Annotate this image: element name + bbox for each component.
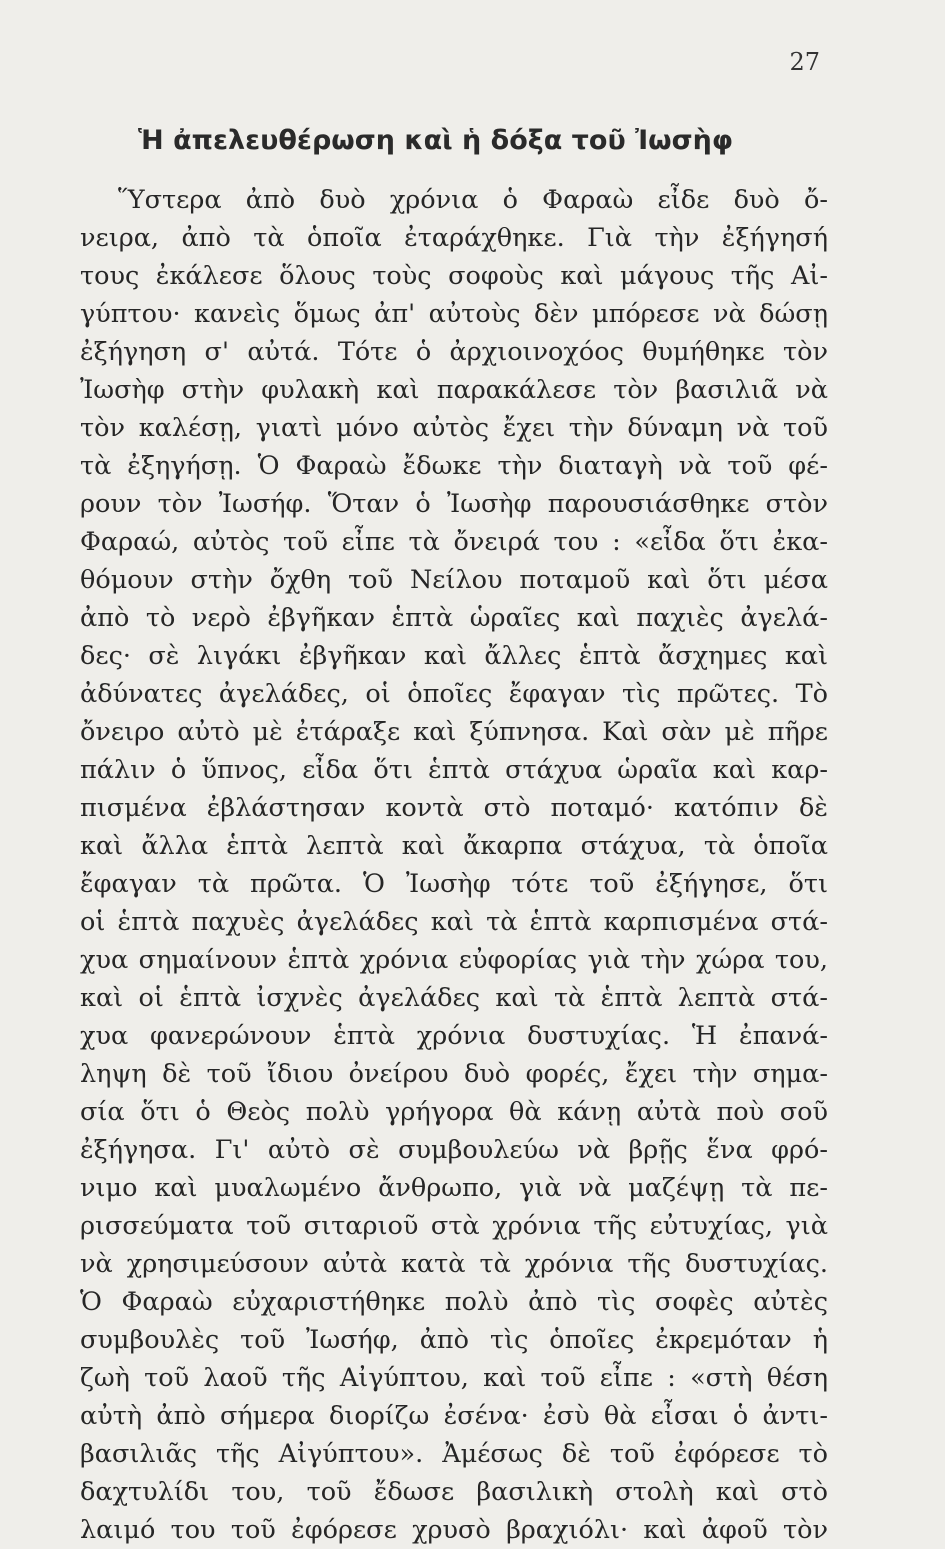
text-line: Φαραώ, αὐτὸς τοῦ εἶπε τὰ ὄνειρά του : «εἶδα ὅτι ἐκα- [80, 527, 828, 557]
chapter-title: Ἡ ἀπελευθέρωση καὶ ἡ δόξα τοῦ Ἰωσὴφ [138, 125, 733, 156]
text-line: ἀπὸ τὸ νερὸ ἐβγῆκαν ἑπτὰ ὡραῖες καὶ παχιὲς ἀγελά- [80, 603, 828, 633]
text-line: ἀδύνατες ἀγελάδες, οἱ ὁποῖες ἔφαγαν τὶς πρῶτες. Τὸ [80, 679, 828, 709]
text-line: Ὁ Φαραὼ εὐχαριστήθηκε πολὺ ἀπὸ τὶς σοφὲς αὐτὲς [80, 1287, 828, 1317]
text-line: σία ὅτι ὁ Θεὸς πολὺ γρήγορα θὰ κάνῃ αὐτὰ ποὺ σοῦ [80, 1097, 828, 1127]
text-line: ἐξήγησα. Γι' αὐτὸ σὲ συμβουλεύω νὰ βρῇς ἕνα φρό- [80, 1135, 828, 1165]
text-line: χυα φανερώνουν ἑπτὰ χρόνια δυστυχίας. Ἡ ἐπανά- [80, 1021, 828, 1051]
text-line: νειρα, ἀπὸ τὰ ὁποῖα ἐταράχθηκε. Γιὰ τὴν ἐξήγησή [80, 223, 828, 253]
text-line: τους ἐκάλεσε ὅλους τοὺς σοφοὺς καὶ μάγους τῆς Αἰ- [80, 261, 828, 291]
text-line: νὰ χρησιμεύσουν αὐτὰ κατὰ τὰ χρόνια τῆς δυστυχίας. [80, 1249, 828, 1279]
text-line: οἱ ἑπτὰ παχυὲς ἀγελάδες καὶ τὰ ἑπτὰ καρπισμένα στά- [80, 907, 828, 937]
text-line: ὄνειρο αὐτὸ μὲ ἐτάραξε καὶ ξύπνησα. Καὶ σὰν μὲ πῆρε [80, 717, 828, 747]
text-line: γύπτου· κανεὶς ὅμως ἀπ' αὐτοὺς δὲν μπόρεσε νὰ δώσῃ [80, 299, 828, 329]
page-number: 27 [789, 48, 820, 76]
text-line: καὶ ἄλλα ἑπτὰ λεπτὰ καὶ ἄκαρπα στάχυα, τὰ ὁποῖα [80, 831, 828, 861]
text-line: ἐξήγηση σ' αὐτά. Τότε ὁ ἀρχιοινοχόος θυμήθηκε τὸν [80, 337, 828, 367]
text-line: συμβουλὲς τοῦ Ἰωσήφ, ἀπὸ τὶς ὁποῖες ἐκρεμόταν ἡ [80, 1325, 828, 1355]
text-line: δες· σὲ λιγάκι ἐβγῆκαν καὶ ἄλλες ἑπτὰ ἄσχημες καὶ [80, 641, 828, 671]
text-line: δαχτυλίδι του, τοῦ ἔδωσε βασιλικὴ στολὴ καὶ στὸ [80, 1477, 828, 1507]
text-line: αὐτὴ ἀπὸ σήμερα διορίζω ἐσένα· ἐσὺ θὰ εἶσαι ὁ ἀντι- [80, 1401, 828, 1431]
text-line: θόμουν στὴν ὄχθη τοῦ Νείλου ποταμοῦ καὶ ὅτι μέσα [80, 565, 828, 595]
text-line: λαιμό του τοῦ ἐφόρεσε χρυσὸ βραχιόλι· καὶ ἀφοῦ τὸν [80, 1515, 828, 1545]
text-line: τὸν καλέσῃ, γιατὶ μόνο αὐτὸς ἔχει τὴν δύναμη νὰ τοῦ [80, 413, 828, 443]
text-line: ρουν τὸν Ἰωσήφ. Ὅταν ὁ Ἰωσὴφ παρουσιάσθηκε στὸν [80, 489, 828, 519]
text-line: πισμένα ἐβλάστησαν κοντὰ στὸ ποταμό· κατόπιν δὲ [80, 793, 828, 823]
text-line: ληψη δὲ τοῦ ἴδιου ὀνείρου δυὸ φορές, ἔχει τὴν σημα- [80, 1059, 828, 1089]
text-line: ζωὴ τοῦ λαοῦ τῆς Αἰγύπτου, καὶ τοῦ εἶπε : «στὴ θέση [80, 1363, 828, 1393]
text-line: ρισσεύματα τοῦ σιταριοῦ στὰ χρόνια τῆς εὐτυχίας, γιὰ [80, 1211, 828, 1241]
text-line: χυα σημαίνουν ἑπτὰ χρόνια εὐφορίας γιὰ τὴν χώρα του, [80, 945, 828, 975]
text-line: Ὕστερα ἀπὸ δυὸ χρόνια ὁ Φαραὼ εἶδε δυὸ ὄ- [118, 185, 828, 215]
text-line: καὶ οἱ ἑπτὰ ἰσχνὲς ἀγελάδες καὶ τὰ ἑπτὰ λεπτὰ στά- [80, 983, 828, 1013]
text-line: βασιλιᾶς τῆς Αἰγύπτου». Ἀμέσως δὲ τοῦ ἐφόρεσε τὸ [80, 1439, 828, 1469]
text-line: τὰ ἐξηγήσῃ. Ὁ Φαραὼ ἔδωκε τὴν διαταγὴ νὰ τοῦ φέ- [80, 451, 828, 481]
text-line: νιμο καὶ μυαλωμένο ἄνθρωπο, γιὰ νὰ μαζέψῃ τὰ πε- [80, 1173, 828, 1203]
text-line: πάλιν ὁ ὕπνος, εἶδα ὅτι ἑπτὰ στάχυα ὡραῖα καὶ καρ- [80, 755, 828, 785]
text-line: ἔφαγαν τὰ πρῶτα. Ὁ Ἰωσὴφ τότε τοῦ ἐξήγησε, ὅτι [80, 869, 828, 899]
text-line: Ἰωσὴφ στὴν φυλακὴ καὶ παρακάλεσε τὸν βασιλιᾶ νὰ [80, 375, 828, 405]
body-text [80, 181, 828, 1549]
